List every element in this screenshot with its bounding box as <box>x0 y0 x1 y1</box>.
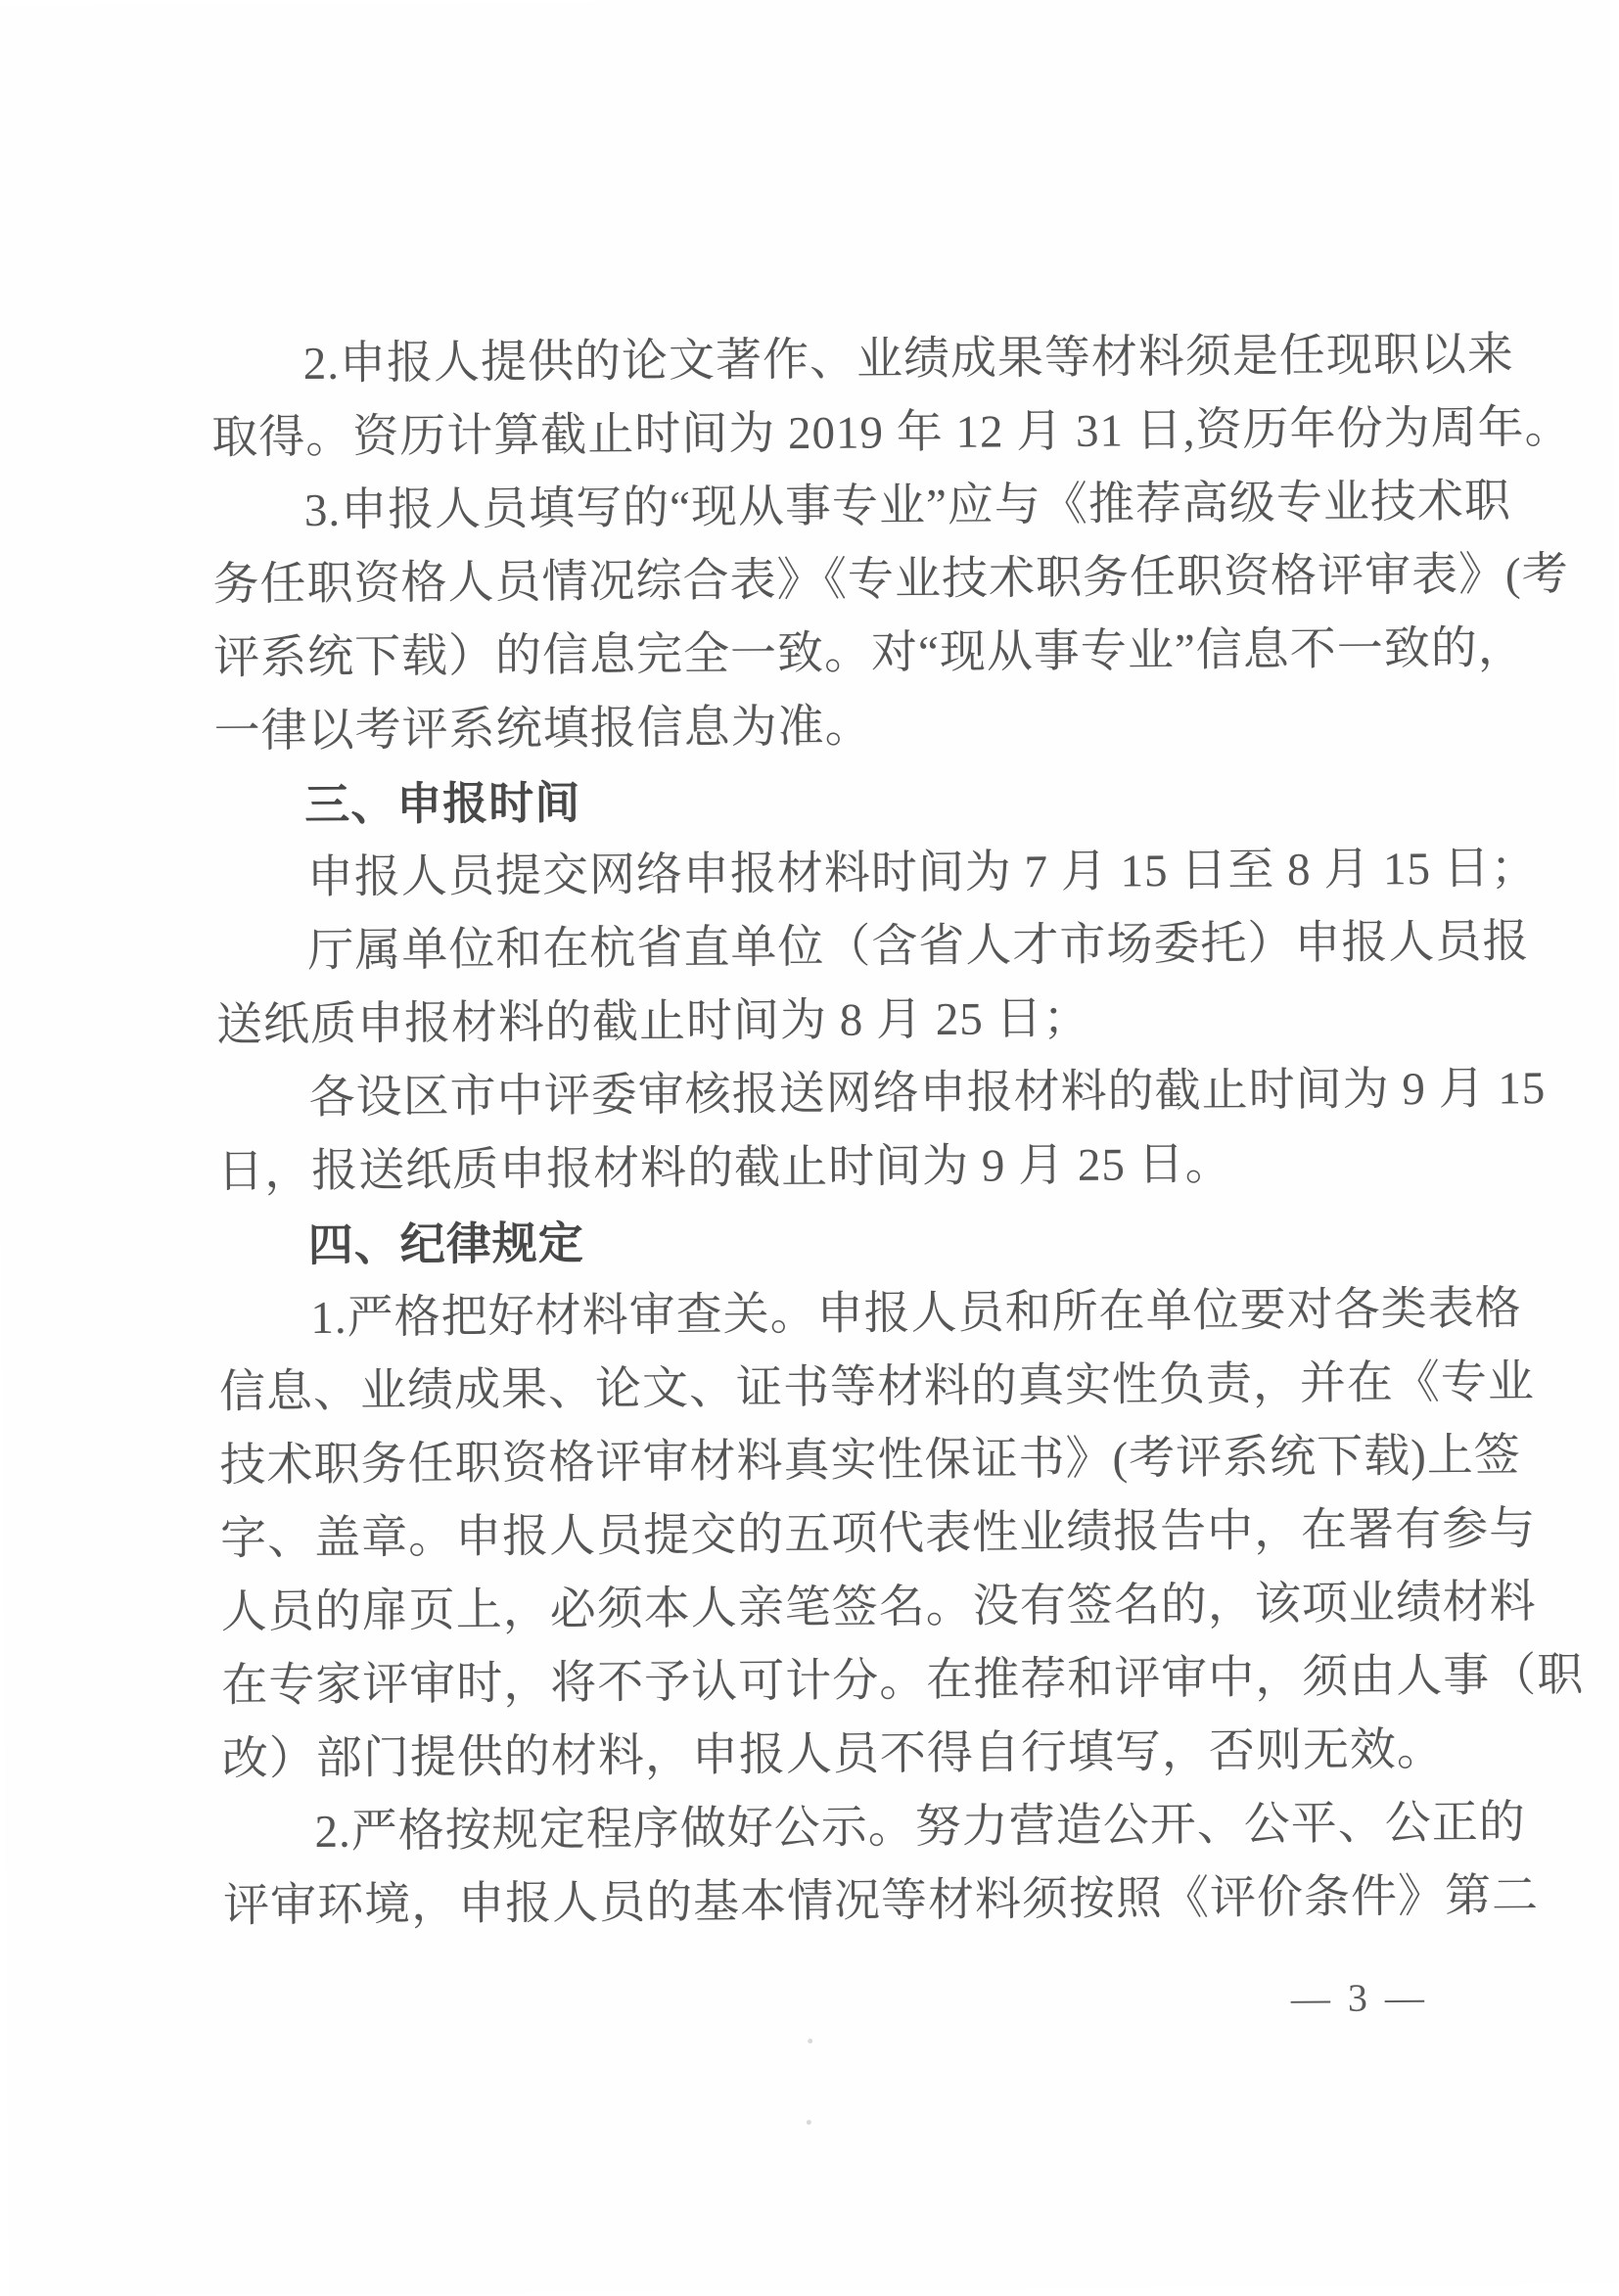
body-line: 送纸质申报材料的截止时间为 8 月 25 日； <box>215 992 1090 1051</box>
body-line: 技术职务任职资格评审材料真实性保证书》(考评系统下载)上签 <box>219 1430 1522 1492</box>
section-heading-4: 四、纪律规定 <box>307 1217 584 1271</box>
body-line: 厅属单位和在杭省直单位（含省人才市场委托）申报人员报 <box>307 916 1530 978</box>
page-number: — 3 — <box>1290 1975 1429 2021</box>
body-line: 2.申报人提供的论文著作、业绩成果等材料须是任现职以来 <box>302 329 1515 390</box>
body-line: 改）部门提供的材料，申报人员不得自行填写，否则无效。 <box>221 1723 1445 1785</box>
body-line: 字、盖章。申报人员提交的五项代表性业绩报告中，在署有参与 <box>219 1503 1537 1565</box>
body-line: 申报人员提交网络申报材料时间为 7 月 15 日至 8 月 15 日； <box>306 843 1539 904</box>
body-line: 1.严格把好材料审查关。申报人员和所在单位要对各类表格 <box>310 1283 1522 1345</box>
body-line: 各设区市中评委审核报送网络申报材料的截止时间为 9 月 15 <box>308 1063 1547 1125</box>
body-line: 一律以考评系统填报信息为准。 <box>213 701 872 758</box>
body-line: 评系统下载）的信息完全一致。对“现从事专业”信息不一致的， <box>212 622 1525 684</box>
scan-speck <box>807 2120 811 2125</box>
body-line: 评审环境，申报人员的基本情况等材料须按照《评价条件》第二 <box>222 1870 1540 1932</box>
body-line: 人员的扉页上，必须本人亲笔签名。没有签名的，该项业绩材料 <box>220 1577 1537 1638</box>
document-body <box>208 0 1585 2029</box>
body-line: 2.严格按规定程序做好公示。努力营造公开、公平、公正的 <box>314 1797 1526 1858</box>
body-line: 3.申报人员填写的“现从事专业”应与《推荐高级专业技术职 <box>303 476 1512 537</box>
body-line: 信息、业绩成果、论文、证书等材料的真实性负责，并在《专业 <box>218 1356 1536 1418</box>
body-line: 在专家评审时，将不予认可计分。在推荐和评审中，须由人事（职 <box>221 1649 1585 1712</box>
section-heading-3: 三、申报时间 <box>304 776 581 831</box>
body-line: 日，报送纸质申报材料的截止时间为 9 月 25 日。 <box>216 1138 1232 1198</box>
body-line: 取得。资历计算截止时间为 2019 年 12 月 31 日,资历年份为周年。 <box>211 401 1572 464</box>
scan-speck <box>808 2039 812 2043</box>
body-line: 务任职资格人员情况综合表》《专业技术职务任职资格评审表》(考 <box>212 548 1569 611</box>
